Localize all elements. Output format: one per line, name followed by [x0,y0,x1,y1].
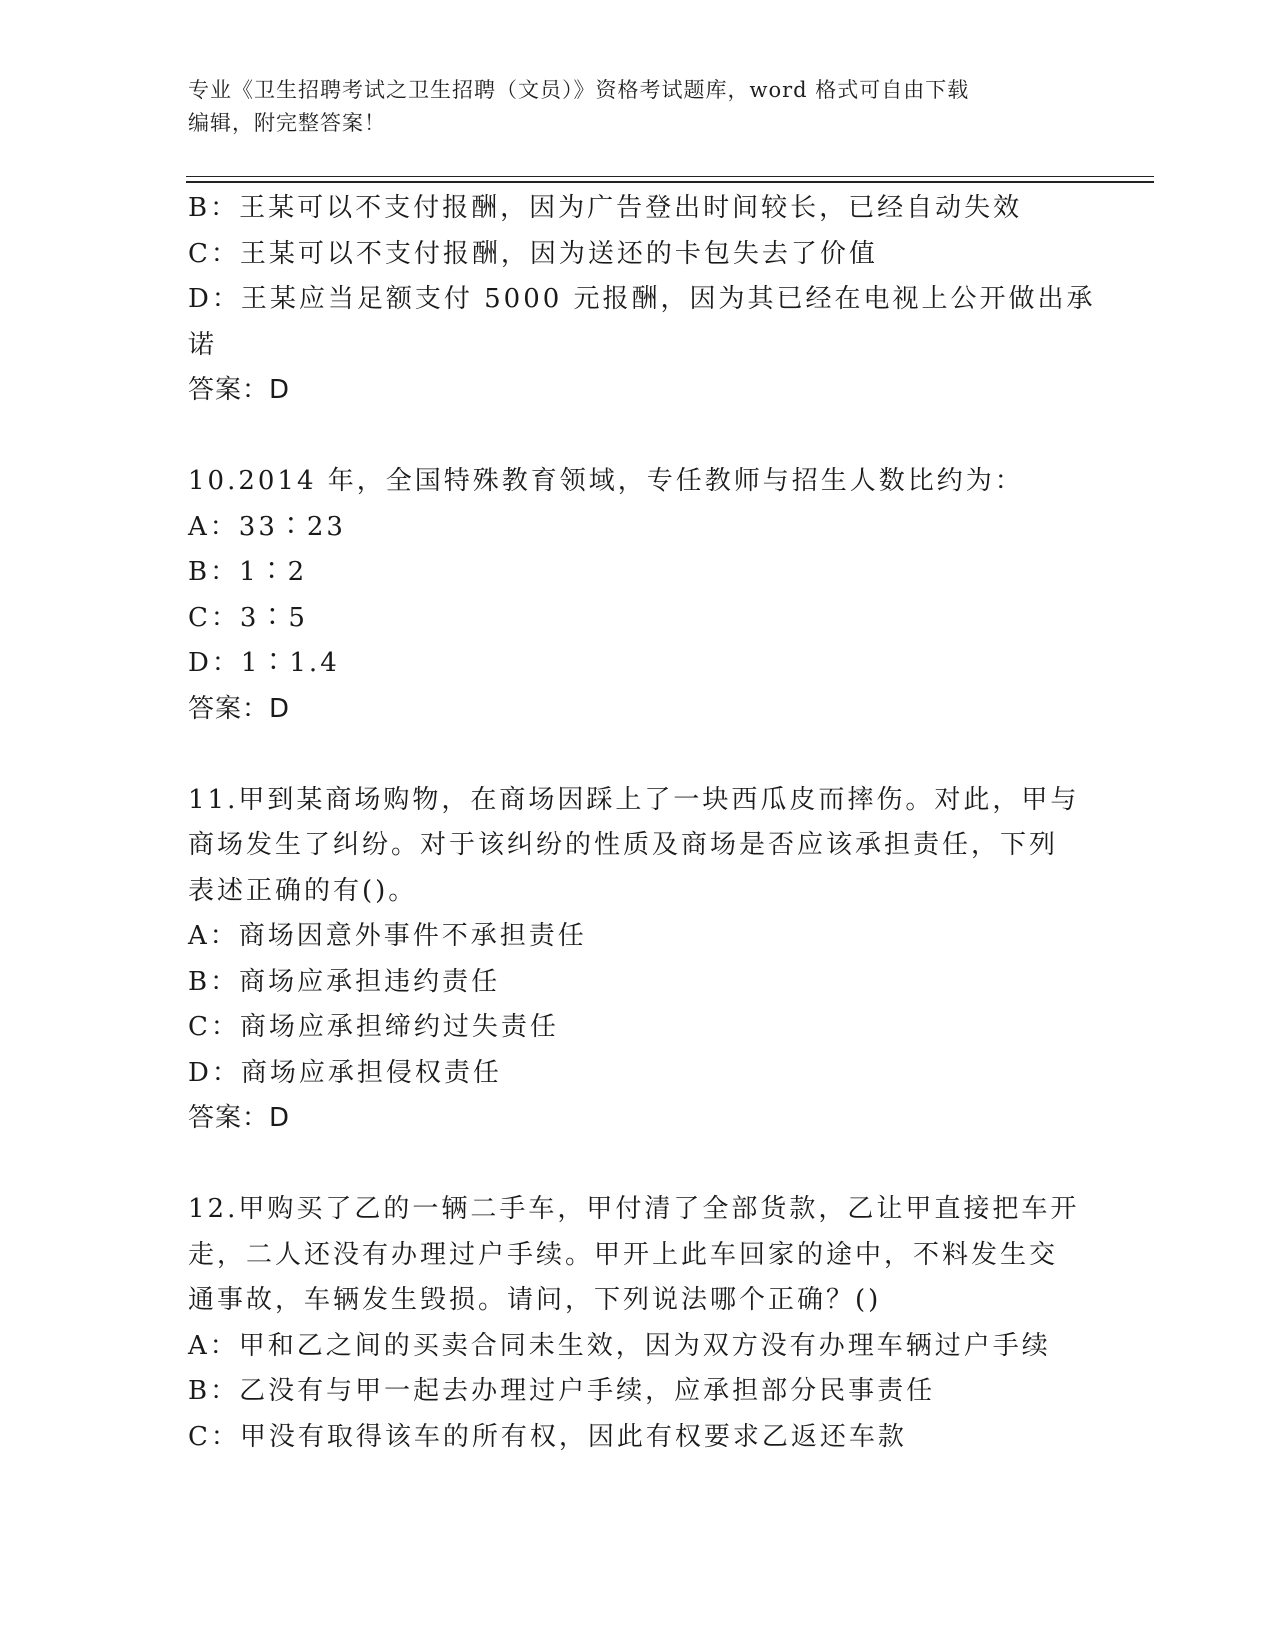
option-a: A：商场因意外事件不承担责任 [188,921,587,951]
question-stem: 11.甲到某商场购物，在商场因踩上了一块西瓜皮而摔伤。对此，甲与 [188,784,1080,815]
question-9-tail [188,186,1096,414]
option-d: D：商场应承担侵权责任 [188,1057,502,1088]
header-divider-thick [186,181,1154,183]
option-b: B：商场应承担违约责任 [188,966,501,997]
option-a: A：甲和乙之间的买卖合同未生效，因为双方没有办理车辆过户手续 [188,1330,1051,1361]
question-11 [188,778,1088,1142]
answer: 答案：D [188,375,291,405]
question-stem-continued: 表述正确的有()。 [188,875,418,906]
option-b: B：乙没有与甲一起去办理过户手续，应承担部分民事责任 [188,1376,936,1406]
option-c: C：王某可以不支付报酬，因为送还的卡包失去了价值 [188,238,878,269]
spacer [188,732,1088,778]
answer: 答案：D [188,693,291,724]
spacer [188,414,1088,460]
option-c: C：商场应承担缔约过失责任 [188,1012,559,1042]
header-line-2: 编辑，附完整答案！ [188,111,386,135]
option-b: B：1∶2 [188,557,308,587]
option-d: D：王某应当足额支付 5000 元报酬，因为其已经在电视上公开做出承 [188,284,1096,314]
option-a: A：33∶23 [188,511,346,542]
header-line-1: 专业《卫生招聘考试之卫生招聘（文员）》资格考试题库，word 格式可自由下载 [188,78,970,102]
question-stem-continued: 通事故，车辆发生毁损。请问，下列说法哪个正确？() [188,1285,882,1315]
answer: 答案：D [188,1103,291,1133]
option-c: C：甲没有取得该车的所有权，因此有权要求乙返还车款 [188,1421,907,1452]
spacer [188,1142,1088,1188]
question-stem: 10.2014 年，全国特殊教育领域，专任教师与招生人数比约为： [188,466,1024,496]
option-b: B：王某可以不支付报酬，因为广告登出时间较长，已经自动失效 [188,193,1023,223]
document-header [188,74,1088,140]
option-c: C：3∶5 [188,602,308,633]
question-stem-continued: 走，二人还没有办理过户手续。甲开上此车回家的途中，不料发生交 [188,1239,1059,1270]
question-stem-continued: 商场发生了纠纷。对于该纠纷的性质及商场是否应该承担责任，下列 [188,830,1059,860]
header-divider-thin [186,176,1154,177]
option-d: D：1∶1.4 [188,648,340,678]
question-12 [188,1187,1088,1460]
question-10 [188,459,1088,732]
question-stem: 12.甲购买了乙的一辆二手车，甲付清了全部货款，乙让甲直接把车开 [188,1194,1080,1224]
question-list [188,186,1096,1460]
option-d-continued: 诺 [188,329,218,360]
